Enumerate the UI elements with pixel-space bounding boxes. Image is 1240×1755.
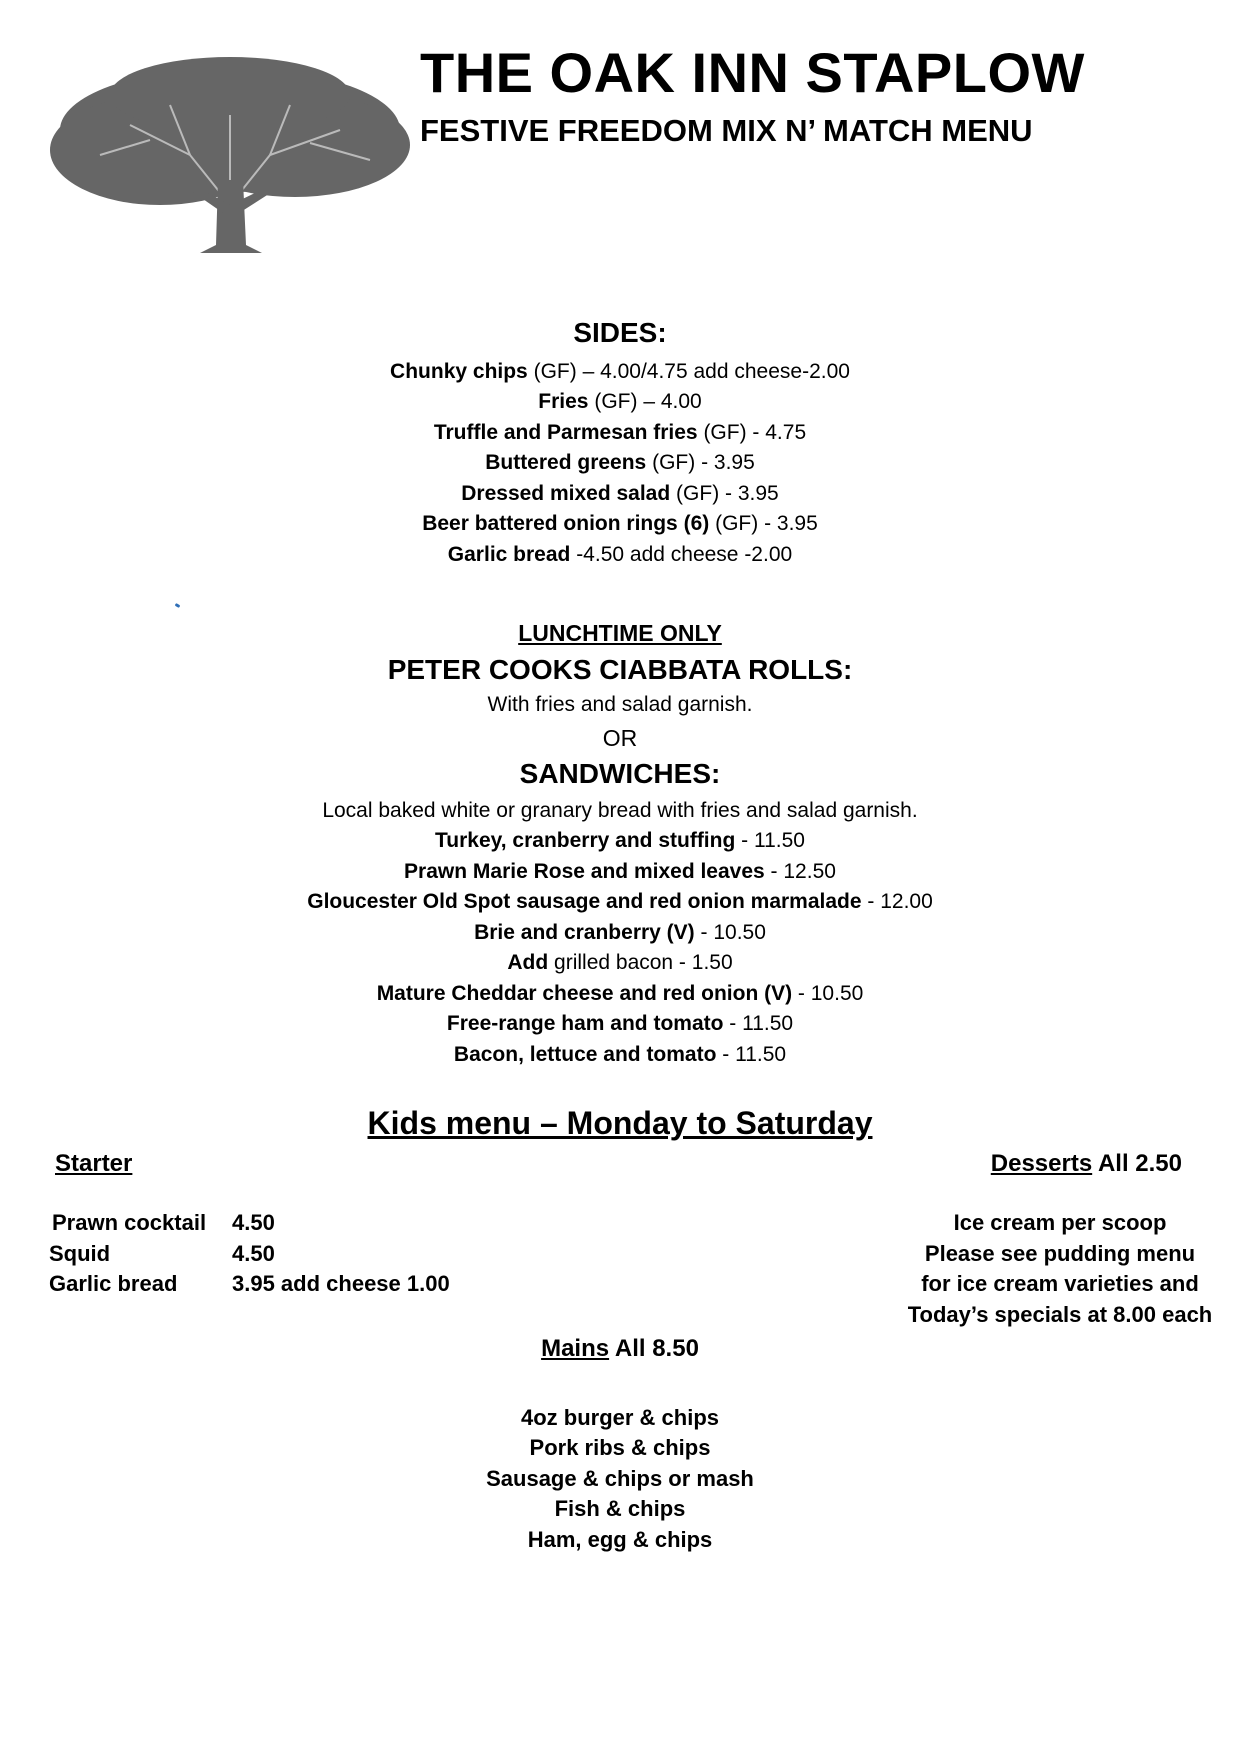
starter-item-name: Prawn cocktail bbox=[52, 1210, 207, 1235]
oak-tree-icon bbox=[40, 55, 420, 255]
dessert-line: Ice cream per scoop bbox=[953, 1210, 1167, 1235]
mains-heading-line bbox=[0, 1335, 1240, 1363]
item-detail: (GF) - 3.95 bbox=[670, 482, 779, 505]
item-name: Mature Cheddar cheese and red onion (V) bbox=[376, 982, 793, 1005]
item-detail: - 11.50 bbox=[735, 829, 805, 852]
item-detail: - 10.50 bbox=[792, 982, 864, 1005]
item-name: Add bbox=[507, 951, 549, 974]
desserts-price: All 2.50 bbox=[1092, 1150, 1182, 1177]
item-detail: - 12.00 bbox=[861, 890, 933, 913]
item-detail: -4.50 add cheese -2.00 bbox=[570, 543, 793, 566]
item-detail: (GF) – 4.00/4.75 add cheese-2.00 bbox=[527, 360, 850, 383]
item-detail: - 11.50 bbox=[723, 1012, 794, 1035]
sides-heading: SIDES: bbox=[573, 317, 667, 348]
ciabatta-heading: PETER COOKS CIABBATA ROLLS: bbox=[387, 654, 853, 685]
item-name: Garlic bread bbox=[447, 543, 571, 566]
item-detail: - 10.50 bbox=[694, 921, 766, 944]
stray-mark bbox=[175, 603, 181, 608]
sandwich-item bbox=[0, 890, 1240, 914]
mains-heading: Mains bbox=[541, 1335, 610, 1362]
sides-item bbox=[0, 451, 1240, 475]
sides-item bbox=[0, 360, 1240, 384]
mains-price: All 8.50 bbox=[609, 1335, 699, 1362]
desserts-heading-line bbox=[991, 1150, 1182, 1178]
item-detail: - 11.50 bbox=[716, 1043, 787, 1066]
sandwich-item bbox=[0, 1043, 1240, 1067]
item-detail: (GF) - 3.95 bbox=[709, 512, 818, 535]
starter-item-name: Garlic bread bbox=[49, 1271, 178, 1296]
sandwiches-heading: SANDWICHES: bbox=[519, 758, 721, 789]
starter-item-price: 4.50 bbox=[232, 1210, 275, 1235]
sandwiches-description: Local baked white or granary bread with fries and salad garnish. bbox=[322, 799, 918, 822]
sides-item bbox=[0, 421, 1240, 445]
starter-heading: Starter bbox=[55, 1150, 133, 1177]
item-name: Turkey, cranberry and stuffing bbox=[435, 829, 736, 852]
mains-item: Sausage & chips or mash bbox=[486, 1466, 754, 1491]
desserts-heading: Desserts bbox=[990, 1150, 1093, 1177]
item-name: Truffle and Parmesan fries bbox=[433, 421, 698, 444]
sandwich-item bbox=[0, 921, 1240, 945]
item-name: Buttered greens bbox=[485, 451, 647, 474]
sandwich-item bbox=[0, 951, 1240, 975]
mains-item: Pork ribs & chips bbox=[529, 1435, 711, 1460]
kids-menu-heading: Kids menu – Monday to Saturday bbox=[367, 1105, 873, 1141]
item-detail: grilled bacon - 1.50 bbox=[548, 951, 733, 974]
dessert-line: Today’s specials at 8.00 each bbox=[907, 1302, 1213, 1327]
item-name: Gloucester Old Spot sausage and red onion marmalade bbox=[307, 890, 862, 913]
item-detail: (GF) - 3.95 bbox=[646, 451, 755, 474]
restaurant-title: THE OAK INN STAPLOW bbox=[420, 41, 1085, 104]
starter-item-price: 4.50 bbox=[232, 1241, 275, 1266]
item-name: Free-range ham and tomato bbox=[446, 1012, 724, 1035]
mains-item: Fish & chips bbox=[554, 1496, 686, 1521]
lunchtime-label: LUNCHTIME ONLY bbox=[518, 620, 722, 646]
sandwich-item bbox=[0, 829, 1240, 853]
item-name: Dressed mixed salad bbox=[461, 482, 671, 505]
or-divider: OR bbox=[602, 725, 638, 751]
item-name: Prawn Marie Rose and mixed leaves bbox=[404, 860, 765, 883]
starter-item-name: Squid bbox=[49, 1241, 111, 1266]
mains-item: 4oz burger & chips bbox=[520, 1405, 720, 1430]
item-name: Chunky chips bbox=[390, 360, 528, 383]
item-detail: (GF) – 4.00 bbox=[588, 390, 702, 413]
dessert-line: for ice cream varieties and bbox=[921, 1271, 1199, 1296]
menu-subtitle: FESTIVE FREEDOM MIX N’ MATCH MENU bbox=[420, 113, 1033, 148]
item-name: Bacon, lettuce and tomato bbox=[453, 1043, 717, 1066]
ciabatta-description: With fries and salad garnish. bbox=[487, 693, 753, 716]
item-detail: - 12.50 bbox=[764, 860, 836, 883]
item-name: Beer battered onion rings (6) bbox=[422, 512, 710, 535]
sides-item bbox=[0, 543, 1240, 567]
mains-item: Ham, egg & chips bbox=[527, 1527, 713, 1552]
item-name: Fries bbox=[538, 390, 589, 413]
item-name: Brie and cranberry (V) bbox=[474, 921, 695, 944]
sides-item bbox=[0, 390, 1240, 414]
sandwich-item bbox=[0, 860, 1240, 884]
item-detail: (GF) - 4.75 bbox=[697, 421, 807, 444]
sides-item bbox=[0, 512, 1240, 536]
sides-item bbox=[0, 482, 1240, 506]
starter-item-price: 3.95 add cheese 1.00 bbox=[232, 1271, 450, 1296]
dessert-line: Please see pudding menu bbox=[924, 1241, 1196, 1266]
sandwich-item bbox=[0, 982, 1240, 1006]
sandwich-item bbox=[0, 1012, 1240, 1036]
